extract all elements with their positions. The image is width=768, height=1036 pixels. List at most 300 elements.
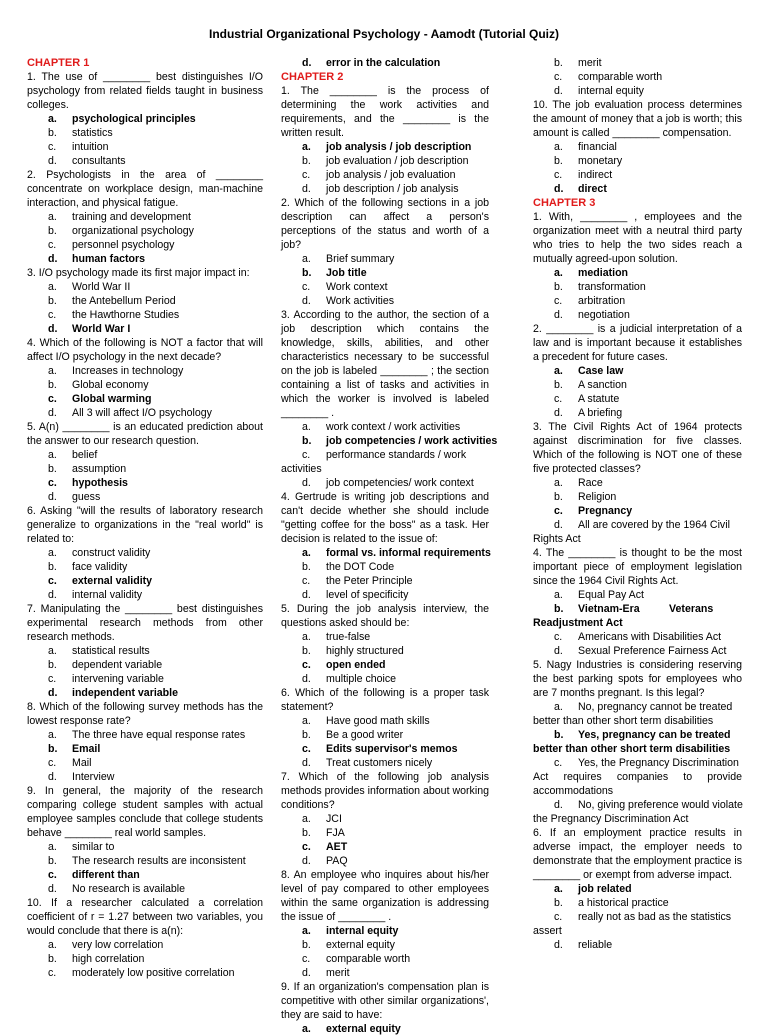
option-letter: b. [302, 155, 311, 167]
answer-option [27, 938, 263, 952]
option-letter: d. [48, 323, 58, 335]
option-letter: c. [48, 757, 57, 769]
answer-option [533, 168, 742, 182]
answer-option-correct [281, 140, 489, 154]
answer-option-correct [533, 602, 742, 616]
option-text: internal equity [326, 925, 399, 937]
option-letter: c. [48, 575, 57, 587]
option-text: organizational psychology [72, 225, 194, 237]
option-letter: a. [48, 729, 57, 741]
option-text: World War I [72, 323, 131, 335]
answer-option [533, 588, 742, 602]
question-text: 3. According to the author, the section of a job description which contains the knowledge, skills, abilities, and other characteristics necessary to be successful on the job is labeled ________ ; the section containing a list of tasks and activities in which the worker is involved is labeled ________ . [281, 309, 489, 419]
option-text: job competencies/ work context [326, 477, 474, 489]
option-letter: c. [302, 953, 311, 965]
option-letter: a. [554, 477, 563, 489]
answer-option [281, 672, 489, 686]
option-letter: c. [48, 477, 57, 489]
option-text: monetary [578, 155, 623, 167]
option-letter: c. [302, 281, 311, 293]
answer-option [533, 378, 742, 392]
answer-option [533, 630, 742, 644]
answer-option [27, 966, 263, 980]
option-text: Work context [326, 281, 388, 293]
answer-option-correct [281, 840, 489, 854]
answer-option [281, 966, 489, 980]
option-text: independent variable [72, 687, 178, 699]
answer-option [27, 854, 263, 868]
option-letter: d. [48, 771, 57, 783]
answer-option-correct [281, 924, 489, 938]
option-text: external equity [326, 1023, 401, 1035]
option-text: dependent variable [72, 659, 163, 671]
option-text: direct [578, 183, 607, 195]
option-letter: b. [302, 827, 311, 839]
answer-option [281, 728, 489, 742]
option-text: job description / job analysis [326, 183, 459, 195]
answer-option-correct [533, 364, 742, 378]
option-text: negotiation [578, 309, 630, 321]
option-letter: a. [554, 267, 563, 279]
option-text: A briefing [578, 407, 623, 419]
option-text: Global warming [72, 393, 152, 405]
answer-option [27, 756, 263, 770]
option-text: hypothesis [72, 477, 128, 489]
option-letter: d. [554, 183, 564, 195]
option-text: Religion [578, 491, 617, 503]
option-continuation: Rights Act [533, 533, 581, 545]
option-text: error in the calculation [326, 57, 441, 69]
option-letter: b. [48, 225, 57, 237]
answer-option [533, 700, 742, 714]
option-text: Race [578, 477, 603, 489]
option-letter: a. [302, 547, 311, 559]
answer-option [27, 280, 263, 294]
answer-option [533, 798, 742, 812]
option-text: formal vs. informal requirements [326, 547, 491, 559]
answer-option-correct [281, 742, 489, 756]
answer-option [27, 490, 263, 504]
option-text: Vietnam-Era Veterans [578, 603, 714, 615]
option-letter: d. [302, 183, 311, 195]
option-letter: c. [554, 295, 563, 307]
answer-option [281, 630, 489, 644]
option-letter: c. [48, 141, 57, 153]
answer-option-correct [27, 322, 263, 336]
option-letter: b. [302, 435, 312, 447]
answer-option [27, 658, 263, 672]
option-text: level of specificity [326, 589, 409, 601]
answer-option [281, 560, 489, 574]
option-letter: b. [554, 897, 563, 909]
option-text: really not as bad as the statistics [578, 911, 732, 923]
question-text: 6. If an employment practice results in adverse impact, the employer needs to demonstrate that the employment practice is ________ or exempt from adverse impact. [533, 827, 742, 881]
answer-option-correct [533, 504, 742, 518]
option-text: the Hawthorne Studies [72, 309, 180, 321]
option-text: FJA [326, 827, 345, 839]
question-text: 5. During the job analysis interview, the questions asked should be: [281, 603, 489, 629]
question-text: 2. Psychologists in the area of ________ concentrate on workplace design, man-machine interaction, and physical fatigue. [27, 169, 263, 209]
option-text: A statute [578, 393, 620, 405]
answer-option [281, 448, 489, 462]
option-text: Case law [578, 365, 624, 377]
option-text: statistics [72, 127, 113, 139]
answer-option [27, 154, 263, 168]
option-text: performance standards / work [326, 449, 467, 461]
answer-option [27, 224, 263, 238]
answer-option [27, 952, 263, 966]
option-letter: a. [554, 365, 563, 377]
answer-option-correct [27, 868, 263, 882]
option-letter: c. [48, 967, 57, 979]
answer-option [533, 938, 742, 952]
option-letter: d. [554, 309, 563, 321]
question-text: 2. ________ is a judicial interpretation of a law and is important because it establishes a precedent for future cases. [533, 323, 742, 363]
question-text: 10. If a researcher calculated a correlation coefficient of r = 1.27 between two variables, you would conclude that there is a(n): [27, 897, 263, 937]
option-letter: b. [302, 645, 311, 657]
answer-option [27, 126, 263, 140]
option-text: open ended [326, 659, 386, 671]
answer-option [27, 462, 263, 476]
option-text: Equal Pay Act [578, 589, 644, 601]
option-text: No, pregnancy cannot be treated [578, 701, 733, 713]
option-letter: d. [554, 407, 563, 419]
option-letter: a. [302, 925, 311, 937]
option-text: financial [578, 141, 617, 153]
option-text: comparable worth [578, 71, 663, 83]
option-text: Americans with Disabilities Act [578, 631, 722, 643]
option-letter: a. [48, 547, 57, 559]
question-text: 5. A(n) ________ is an educated prediction about the answer to our research question. [27, 421, 263, 447]
column-2 [281, 56, 498, 1036]
option-letter: b. [302, 729, 311, 741]
answer-option [533, 518, 742, 532]
option-text: comparable worth [326, 953, 411, 965]
answer-option [27, 140, 263, 154]
option-letter: d. [48, 155, 57, 167]
option-letter: c. [302, 659, 311, 671]
answer-option [27, 406, 263, 420]
answer-option-correct [281, 658, 489, 672]
option-letter: c. [302, 575, 311, 587]
option-letter: c. [554, 505, 563, 517]
question-text: 4. The ________ is thought to be the most important piece of employment legislation since the 1964 Civil Rights Act. [533, 547, 742, 587]
answer-option [533, 140, 742, 154]
option-text: the DOT Code [326, 561, 395, 573]
answer-option [27, 840, 263, 854]
option-letter: a. [48, 449, 57, 461]
option-letter: a. [48, 841, 57, 853]
question-text: 5. Nagy Industries is considering reserving the best parking spots for employees who are 7 months pregnant. Is this legal? [533, 659, 742, 699]
option-text: high correlation [72, 953, 145, 965]
option-letter: b. [48, 463, 57, 475]
option-text: the Antebellum Period [72, 295, 176, 307]
option-letter: a. [302, 253, 311, 265]
option-text: Edits supervisor's memos [326, 743, 458, 755]
option-letter: d. [554, 85, 563, 97]
option-letter: a. [48, 939, 57, 951]
answer-option [281, 826, 489, 840]
option-text: guess [72, 491, 101, 503]
answer-option [533, 896, 742, 910]
option-letter: d. [48, 491, 57, 503]
question-text: 4. Which of the following is NOT a factor that will affect I/O psychology in the next decade? [27, 337, 263, 363]
chapter-heading: CHAPTER 3 [533, 197, 596, 209]
answer-option [27, 308, 263, 322]
option-letter: d. [302, 477, 311, 489]
document-title: Industrial Organizational Psychology - Aamodt (Tutorial Quiz) [208, 27, 560, 41]
answer-option [533, 910, 742, 924]
option-text: assumption [72, 463, 127, 475]
option-text: PAQ [326, 855, 348, 867]
answer-option-correct [27, 686, 263, 700]
option-letter: d. [554, 519, 563, 531]
option-letter: d. [302, 57, 312, 69]
option-letter: b. [48, 379, 57, 391]
option-text: external validity [72, 575, 153, 587]
answer-option [533, 644, 742, 658]
answer-option [27, 448, 263, 462]
option-continuation: Act requires companies to provide accommodations [533, 771, 742, 797]
option-text: transformation [578, 281, 646, 293]
answer-option [27, 770, 263, 784]
option-text: Yes, pregnancy can be treated [578, 729, 731, 741]
answer-option-correct [27, 476, 263, 490]
answer-option-correct [281, 266, 489, 280]
option-letter: d. [302, 967, 311, 979]
answer-option [533, 406, 742, 420]
option-text: AET [326, 841, 348, 853]
option-letter: b. [554, 281, 563, 293]
answer-option [533, 280, 742, 294]
option-text: job analysis / job evaluation [326, 169, 456, 181]
option-letter: b. [554, 57, 563, 69]
option-continuation: Readjustment Act [533, 617, 623, 629]
option-text: psychological principles [72, 113, 196, 125]
column-3 [533, 56, 742, 952]
answer-option [281, 476, 489, 490]
option-text: The three have equal response rates [72, 729, 246, 741]
option-text: JCI [326, 813, 342, 825]
answer-option [27, 560, 263, 574]
option-letter: c. [554, 911, 563, 923]
option-letter: b. [48, 659, 57, 671]
answer-option [533, 294, 742, 308]
answer-option-correct [27, 574, 263, 588]
answer-option-correct [533, 882, 742, 896]
answer-option [27, 294, 263, 308]
option-text: The research results are inconsistent [72, 855, 246, 867]
option-text: job competencies / work activities [326, 435, 498, 447]
option-letter: d. [554, 939, 563, 951]
option-text: All are covered by the 1964 Civil [578, 519, 730, 531]
question-text: 3. I/O psychology made its first major impact in: [27, 267, 250, 279]
question-text: 7. Which of the following job analysis methods provides information about working conditions? [281, 771, 489, 811]
option-text: the Peter Principle [326, 575, 413, 587]
answer-option [281, 168, 489, 182]
answer-option-correct [281, 56, 489, 70]
option-text: construct validity [72, 547, 151, 559]
option-text: arbitration [578, 295, 626, 307]
option-letter: a. [302, 141, 311, 153]
option-letter: d. [302, 673, 311, 685]
option-text: A sanction [578, 379, 627, 391]
question-text: 10. The job evaluation process determines the amount of money that a job is worth; this amount is called ________ compensation. [533, 99, 742, 139]
answer-option [27, 728, 263, 742]
option-text: Pregnancy [578, 505, 633, 517]
option-letter: b. [48, 855, 57, 867]
option-letter: a. [48, 113, 57, 125]
option-text: external equity [326, 939, 395, 951]
option-text: highly structured [326, 645, 404, 657]
answer-option [533, 154, 742, 168]
option-letter: d. [302, 589, 311, 601]
option-text: merit [578, 57, 602, 69]
option-letter: d. [554, 799, 563, 811]
answer-option [281, 420, 489, 434]
option-text: No, giving preference would violate [578, 799, 743, 811]
option-text: Mail [72, 757, 92, 769]
answer-option-correct [27, 392, 263, 406]
option-text: No research is available [72, 883, 186, 895]
answer-option-correct [533, 728, 742, 742]
option-text: job analysis / job description [326, 141, 472, 153]
option-letter: b. [48, 953, 57, 965]
option-letter: c. [554, 71, 563, 83]
answer-option [27, 546, 263, 560]
option-letter: a. [554, 141, 563, 153]
answer-option [281, 714, 489, 728]
option-text: Job title [326, 267, 367, 279]
answer-option-correct [533, 182, 742, 196]
option-letter: c. [554, 757, 563, 769]
option-text: face validity [72, 561, 128, 573]
answer-option [533, 756, 742, 770]
option-letter: b. [48, 127, 57, 139]
option-text: Increases in technology [72, 365, 184, 377]
answer-option-correct [533, 266, 742, 280]
option-letter: c. [302, 169, 311, 181]
answer-option [281, 938, 489, 952]
option-continuation: better than other short term disabilities [533, 715, 714, 727]
answer-option-correct [27, 252, 263, 266]
answer-option [27, 364, 263, 378]
option-text: Interview [72, 771, 115, 783]
option-letter: d. [48, 253, 58, 265]
option-letter: d. [48, 407, 57, 419]
option-letter: b. [302, 267, 312, 279]
option-letter: b. [48, 561, 57, 573]
question-text: 3. The Civil Rights Act of 1964 protects against discrimination for five classes. Which of the following is NOT one of these five protected classes? [533, 421, 742, 475]
question-text: 7. Manipulating the ________ best distinguishes experimental research methods from other research methods. [27, 603, 263, 643]
option-text: Yes, the Pregnancy Discrimination [578, 757, 739, 769]
question-text: 6. Asking "will the results of laboratory research generalize to organizations in the "real world" is related to: [27, 505, 263, 545]
option-text: moderately low positive correlation [72, 967, 235, 979]
option-letter: a. [554, 701, 563, 713]
option-text: a historical practice [578, 897, 669, 909]
option-text: personnel psychology [72, 239, 175, 251]
option-letter: c. [48, 393, 57, 405]
option-text: Treat customers nicely [326, 757, 433, 769]
option-text: merit [326, 967, 350, 979]
answer-option [533, 392, 742, 406]
option-letter: a. [302, 631, 311, 643]
option-letter: c. [302, 449, 311, 461]
option-text: human factors [72, 253, 145, 265]
option-text: job evaluation / job description [326, 155, 469, 167]
option-text: Global economy [72, 379, 149, 391]
option-letter: a. [302, 813, 311, 825]
answer-option [27, 882, 263, 896]
option-letter: c. [48, 309, 57, 321]
option-letter: b. [554, 729, 564, 741]
option-text: different than [72, 869, 140, 881]
option-letter: c. [554, 393, 563, 405]
answer-option [27, 644, 263, 658]
answer-option-correct [281, 434, 498, 448]
option-text: internal equity [578, 85, 644, 97]
answer-option [533, 490, 742, 504]
option-letter: b. [554, 603, 564, 615]
answer-option [281, 574, 489, 588]
answer-option-correct [281, 546, 489, 560]
option-text: Have good math skills [326, 715, 430, 727]
option-letter: a. [554, 589, 563, 601]
question-text: 1. The use of ________ best distinguishes I/O psychology from related fields taught in business colleges. [27, 71, 263, 111]
question-text: 9. In general, the majority of the research comparing college student samples with actual employee samples conclude that college students behave ________ real world samples. [27, 785, 263, 839]
option-text: intervening variable [72, 673, 164, 685]
option-text: statistical results [72, 645, 150, 657]
option-letter: d. [554, 645, 563, 657]
question-text: 2. Which of the following sections in a job description can affect a person's perceptions of the status and worth of a job? [281, 197, 489, 251]
chapter-heading: CHAPTER 1 [27, 57, 90, 69]
answer-option [27, 588, 263, 602]
option-letter: b. [48, 743, 58, 755]
option-letter: c. [48, 869, 57, 881]
option-letter: b. [48, 295, 57, 307]
chapter-heading: CHAPTER 2 [281, 71, 344, 83]
option-continuation: activities [281, 463, 322, 475]
option-letter: b. [302, 561, 311, 573]
option-letter: d. [48, 687, 58, 699]
answer-option [27, 238, 263, 252]
option-letter: d. [302, 295, 311, 307]
option-letter: a. [302, 1023, 311, 1035]
option-letter: a. [554, 883, 563, 895]
question-text: 6. Which of the following is a proper task statement? [281, 687, 489, 713]
option-letter: a. [48, 281, 57, 293]
answer-option [281, 280, 489, 294]
option-text: Email [72, 743, 101, 755]
option-letter: c. [554, 631, 563, 643]
option-text: multiple choice [326, 673, 397, 685]
answer-option [281, 756, 489, 770]
option-text: similar to [72, 841, 115, 853]
answer-option [281, 294, 489, 308]
answer-option [281, 252, 489, 266]
option-text: indirect [578, 169, 613, 181]
option-text: belief [72, 449, 98, 461]
option-continuation: assert [533, 925, 562, 937]
option-text: very low correlation [72, 939, 164, 951]
option-text: job related [578, 883, 632, 895]
option-text: work context / work activities [326, 421, 461, 433]
answer-option [281, 644, 489, 658]
column-1 [27, 56, 263, 980]
option-text: intuition [72, 141, 109, 153]
question-text: 4. Gertrude is writing job descriptions and can't decide whether she should include "getting coffee for the boss" as a task. Her decision is related to the issue of: [281, 491, 489, 545]
answer-option [27, 672, 263, 686]
